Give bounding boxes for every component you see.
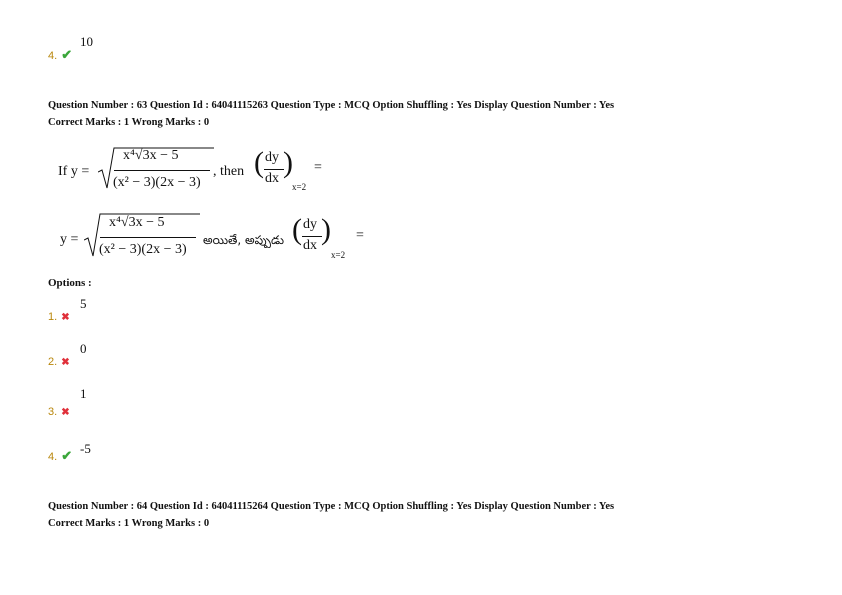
option-number: 4. [48, 451, 58, 463]
cross-icon: ✖ [61, 312, 70, 323]
option-4 [48, 447, 72, 465]
te-denominator: (x² − 3)(2x − 3) [99, 242, 187, 257]
option-1 [48, 307, 70, 325]
option-value: 1 [80, 386, 87, 401]
check-icon: ✔ [61, 47, 73, 62]
option-value: 0 [80, 341, 87, 356]
question-marks: Correct Marks : 1 Wrong Marks : 0 [48, 117, 210, 128]
te-then: అయితే, అప్పుడు [203, 233, 285, 247]
te-numerator: x⁴√3x − 5 [109, 215, 165, 230]
next-question-marks: Correct Marks : 1 Wrong Marks : 0 [48, 518, 210, 529]
te-sub: x=2 [331, 250, 346, 260]
option-number: 2. [48, 356, 58, 368]
te-equals: = [356, 228, 364, 243]
prev-option-number: 4. [48, 50, 58, 62]
prev-option-value: 10 [80, 34, 93, 49]
options-label: Options : [48, 277, 92, 289]
eq-equals: = [314, 160, 322, 175]
te-prefix: y = [60, 232, 79, 247]
next-question-header: Question Number : 64 Question Id : 64041115264 Question Type : MCQ Option Shuffling : Yes Display Question Number : Yes [48, 501, 615, 512]
right-paren: ) [283, 146, 293, 179]
eq-sub: x=2 [292, 182, 307, 192]
te-dy: dy [303, 217, 317, 232]
left-paren: ( [254, 146, 264, 179]
te-dx: dx [303, 238, 317, 253]
option-number: 3. [48, 406, 58, 418]
eq-numerator: x⁴√3x − 5 [123, 148, 179, 163]
option-number: 1. [48, 311, 58, 323]
cross-icon: ✖ [61, 357, 70, 368]
left-paren: ( [292, 213, 302, 246]
cross-icon: ✖ [61, 407, 70, 418]
eq-dx: dx [265, 171, 279, 186]
right-paren: ) [321, 213, 331, 246]
check-icon: ✔ [61, 448, 73, 463]
option-3 [48, 402, 70, 420]
eq-denominator: (x² − 3)(2x − 3) [113, 175, 201, 190]
option-2 [48, 352, 70, 370]
eq-dy: dy [265, 150, 279, 165]
eq-prefix: If y = [58, 164, 90, 179]
question-header: Question Number : 63 Question Id : 64041115263 Question Type : MCQ Option Shuffling : Yes Display Question Number : Yes [48, 100, 615, 111]
option-value: -5 [80, 441, 91, 456]
option-value: 5 [80, 296, 87, 311]
eq-then: , then [213, 164, 245, 179]
